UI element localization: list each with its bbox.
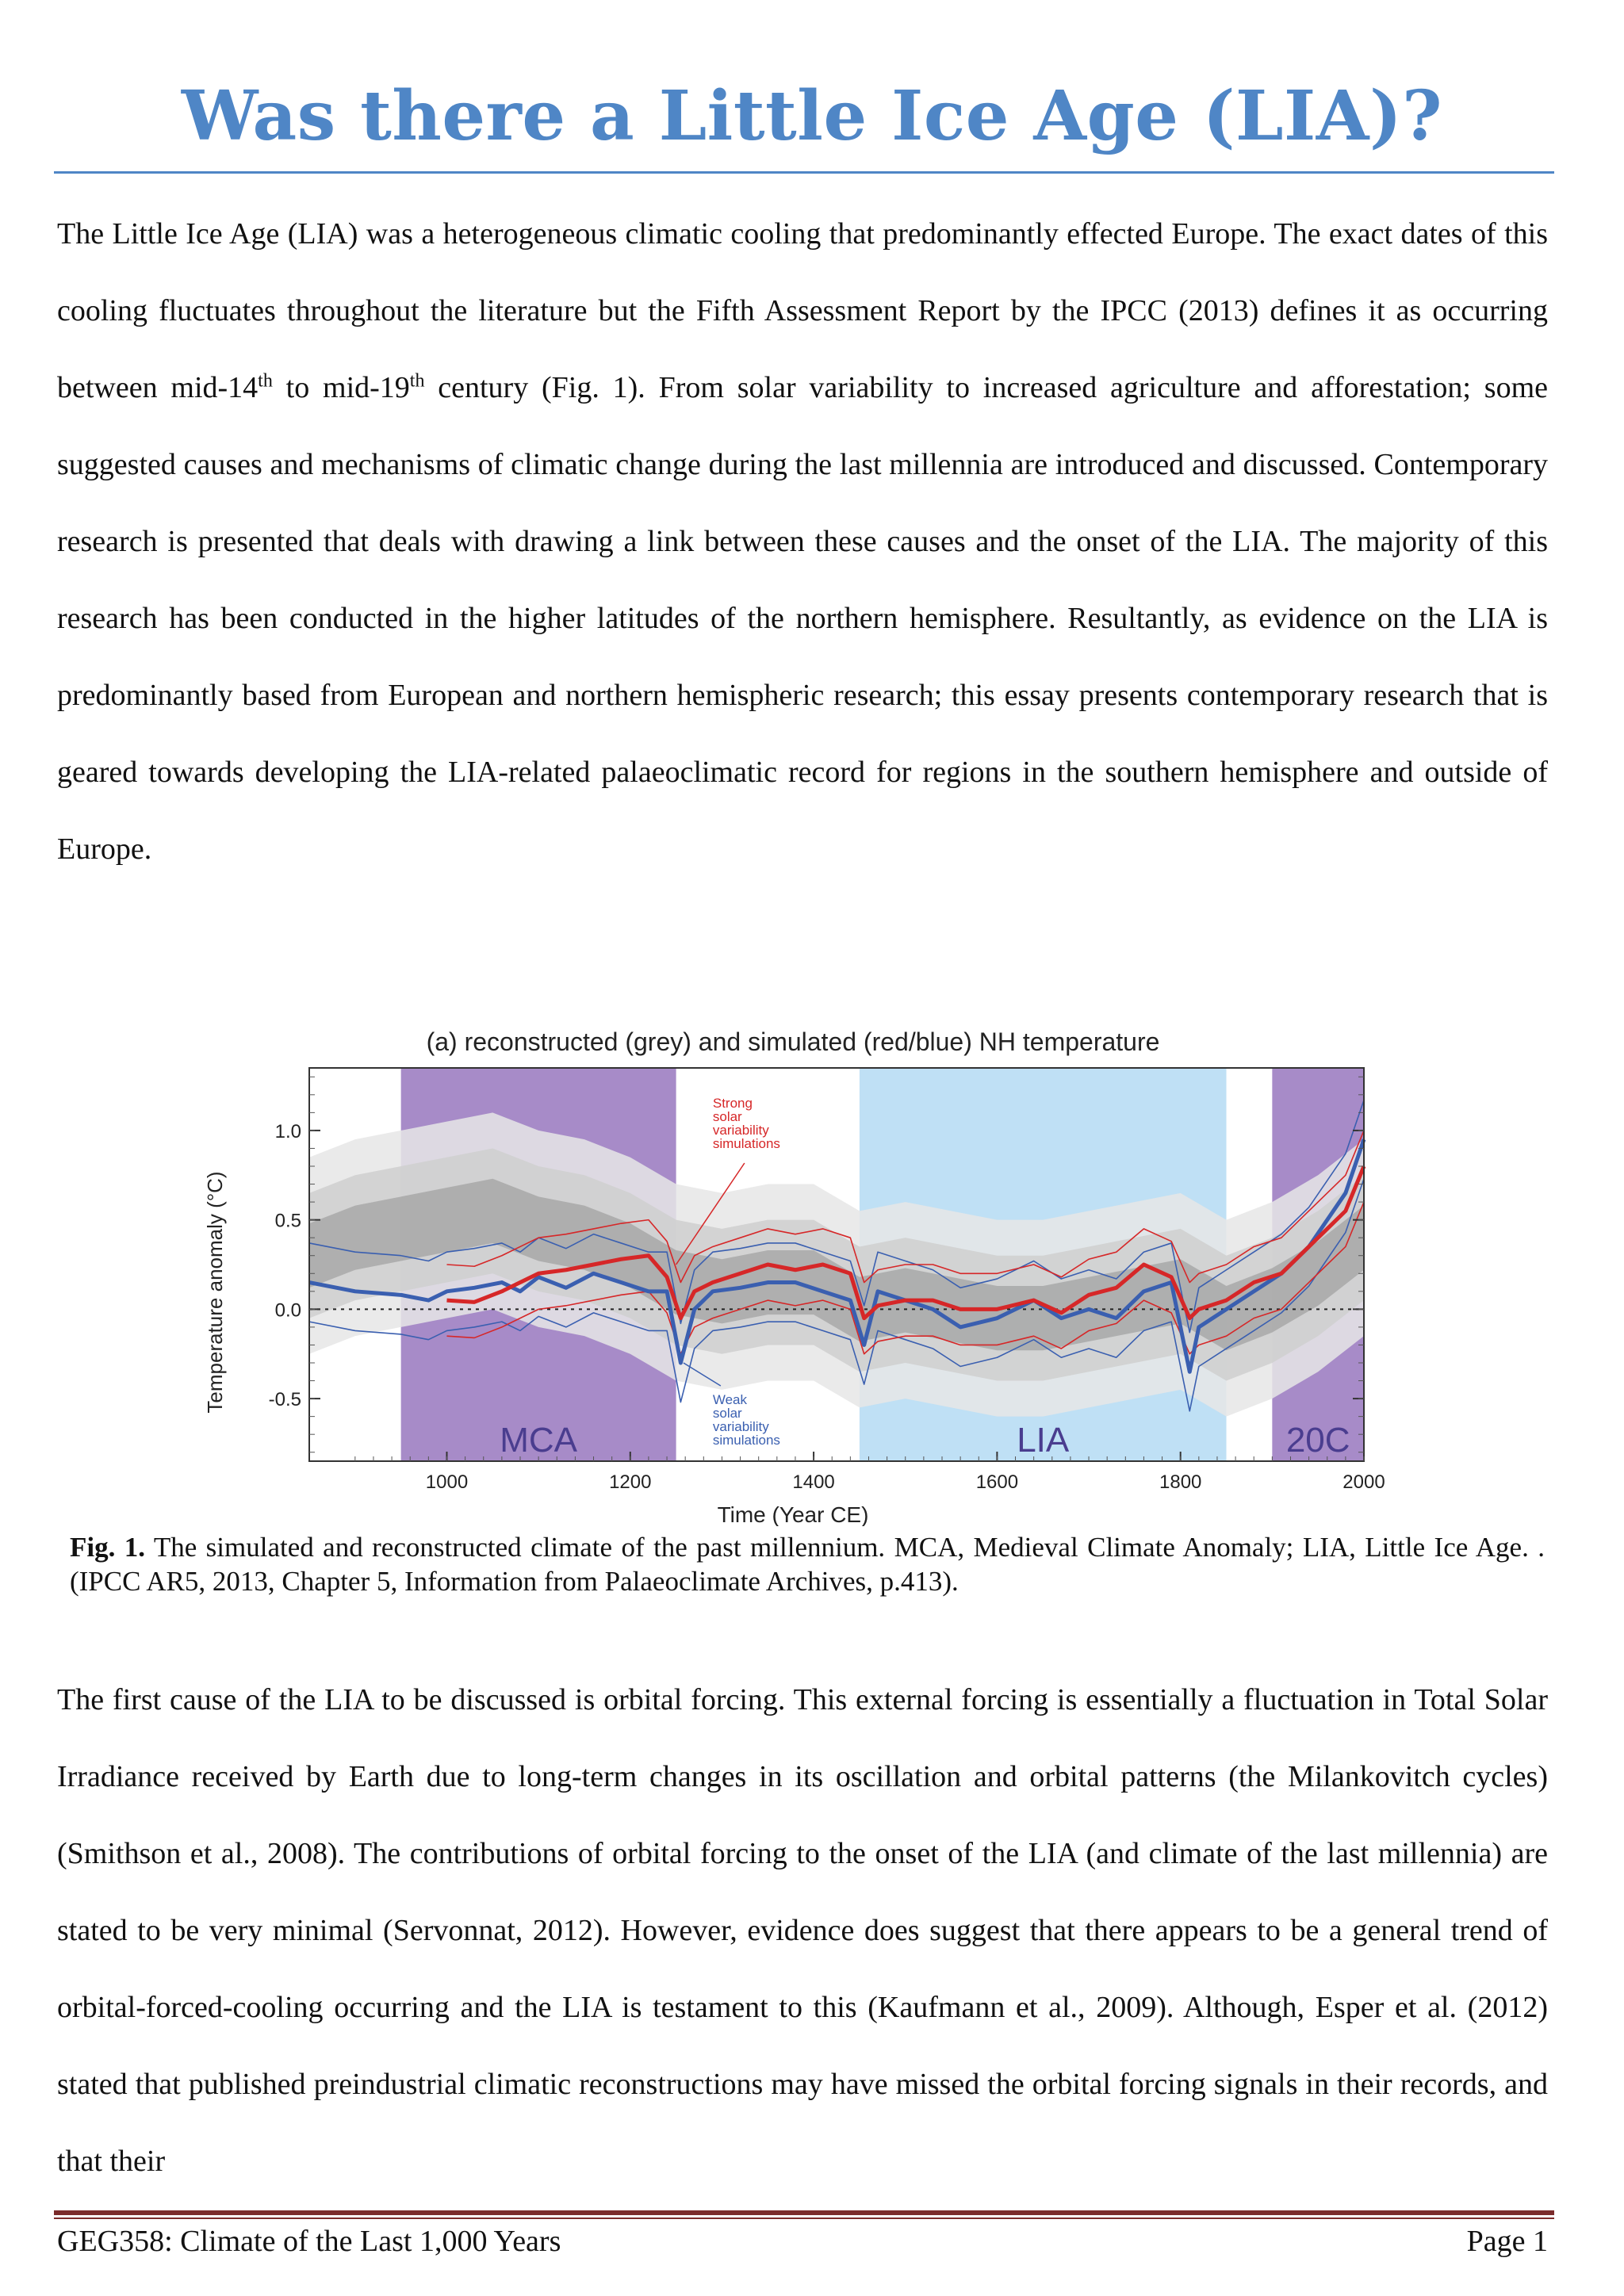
strong-annotation-line: solar [712, 1109, 742, 1124]
figure-caption [70, 1530, 1545, 1598]
period-label-mca: MCA [500, 1421, 578, 1460]
title-underline [54, 171, 1554, 174]
y-tick-label: 1.0 [274, 1120, 301, 1142]
y-tick-label: 0.5 [274, 1210, 301, 1232]
superscript-th-1: th [258, 370, 273, 392]
y-tick-label: 0.0 [274, 1299, 301, 1322]
x-tick-label: 1200 [609, 1471, 652, 1493]
temperature-chart [198, 1019, 1388, 1526]
x-tick-label: 1600 [975, 1471, 1019, 1493]
weak-annotation-line: variability [712, 1419, 769, 1434]
weak-annotation-line: solar [712, 1406, 742, 1421]
y-axis-label: Temperature anomaly (°C) [203, 1171, 227, 1414]
intro-paragraph [57, 196, 1548, 888]
weak-annotation-line: Weak [712, 1392, 748, 1407]
orbital-forcing-paragraph: The first cause of the LIA to be discussed is orbital forcing. This external forcing is essentially a fluctuation in Total Solar Irradiance received by Earth due to long-term changes in its oscillation and orbital patterns (the Milankovitch cycles) (Smithson et al., 2008). The contributions of orbital forcing to the onset of the LIA (and climate of the last millennia) are stated to be very minimal (Servonnat, 2012). However, evidence does suggest that there appears to be a general trend of orbital-forced-cooling occurring and the LIA is testament to this (Kaufmann et al., 2009). Although, Esper et al. (2012) stated that published preindustrial climatic reconstructions may have missed the orbital forcing signals in their records, and that their [57, 1683, 1548, 2178]
footer-rule [54, 2210, 1554, 2215]
caption-label: Fig. 1. [70, 1532, 146, 1563]
page-number: Page 1 [1466, 2225, 1548, 2258]
weak-annotation-line: simulations [712, 1433, 780, 1448]
x-tick-label: 1000 [425, 1471, 469, 1493]
strong-annotation-line: variability [712, 1123, 769, 1138]
intro-text-c: century (Fig. 1). From solar variability to increased agriculture and afforestation; some suggested causes and mechanisms of climatic change during the last millennia are introduced and discussed. Contemporary research is presented that deals with drawing a link between these causes and the onset of the LIA. The majority of this research has been conducted in the higher latitudes of the northern hemisphere. Resultantly, as evidence on the LIA is predominantly based from European and northern hemispheric research; this essay presents contemporary research that is geared towards developing the LIA-related palaeoclimatic record for regions in the southern hemisphere and outside of Europe. [57, 371, 1548, 866]
y-tick-label: -0.5 [268, 1389, 301, 1411]
x-tick-label: 2000 [1342, 1471, 1385, 1493]
footer-course: GEG358: Climate of the Last 1,000 Years [57, 2225, 561, 2258]
intro-text-a: The Little Ice Age (LIA) was a heterogeneous climatic cooling that predominantly effected Europe. The exact dates of this cooling fluctuates throughout the literature but the Fifth Assessment Report by the IPCC (2013) defines it as occurring between mid-14 [57, 217, 1548, 404]
superscript-th-2: th [409, 370, 425, 392]
footer-rule-thin [54, 2218, 1554, 2219]
x-axis-label: Time (Year CE) [717, 1502, 869, 1526]
intro-text-b: to mid-19 [272, 371, 410, 404]
caption-text: The simulated and reconstructed climate of the past millennium. MCA, Medieval Climate Anomaly; LIA, Little Ice Age. . (IPCC AR5, 2013, Chapter 5, Information from Palaeoclimate Archives, p.413). [70, 1532, 1545, 1597]
x-tick-label: 1800 [1159, 1471, 1202, 1493]
chart-title: (a) reconstructed (grey) and simulated (red/blue) NH temperature [426, 1027, 1160, 1056]
page-title: Was there a Little Ice Age (LIA)? [181, 76, 1443, 156]
x-tick-label: 1400 [792, 1471, 835, 1493]
period-label-20c: 20C [1285, 1421, 1350, 1460]
strong-annotation-line: Strong [712, 1096, 753, 1111]
strong-annotation-line: simulations [712, 1136, 780, 1151]
period-label-lia: LIA [1017, 1421, 1070, 1460]
